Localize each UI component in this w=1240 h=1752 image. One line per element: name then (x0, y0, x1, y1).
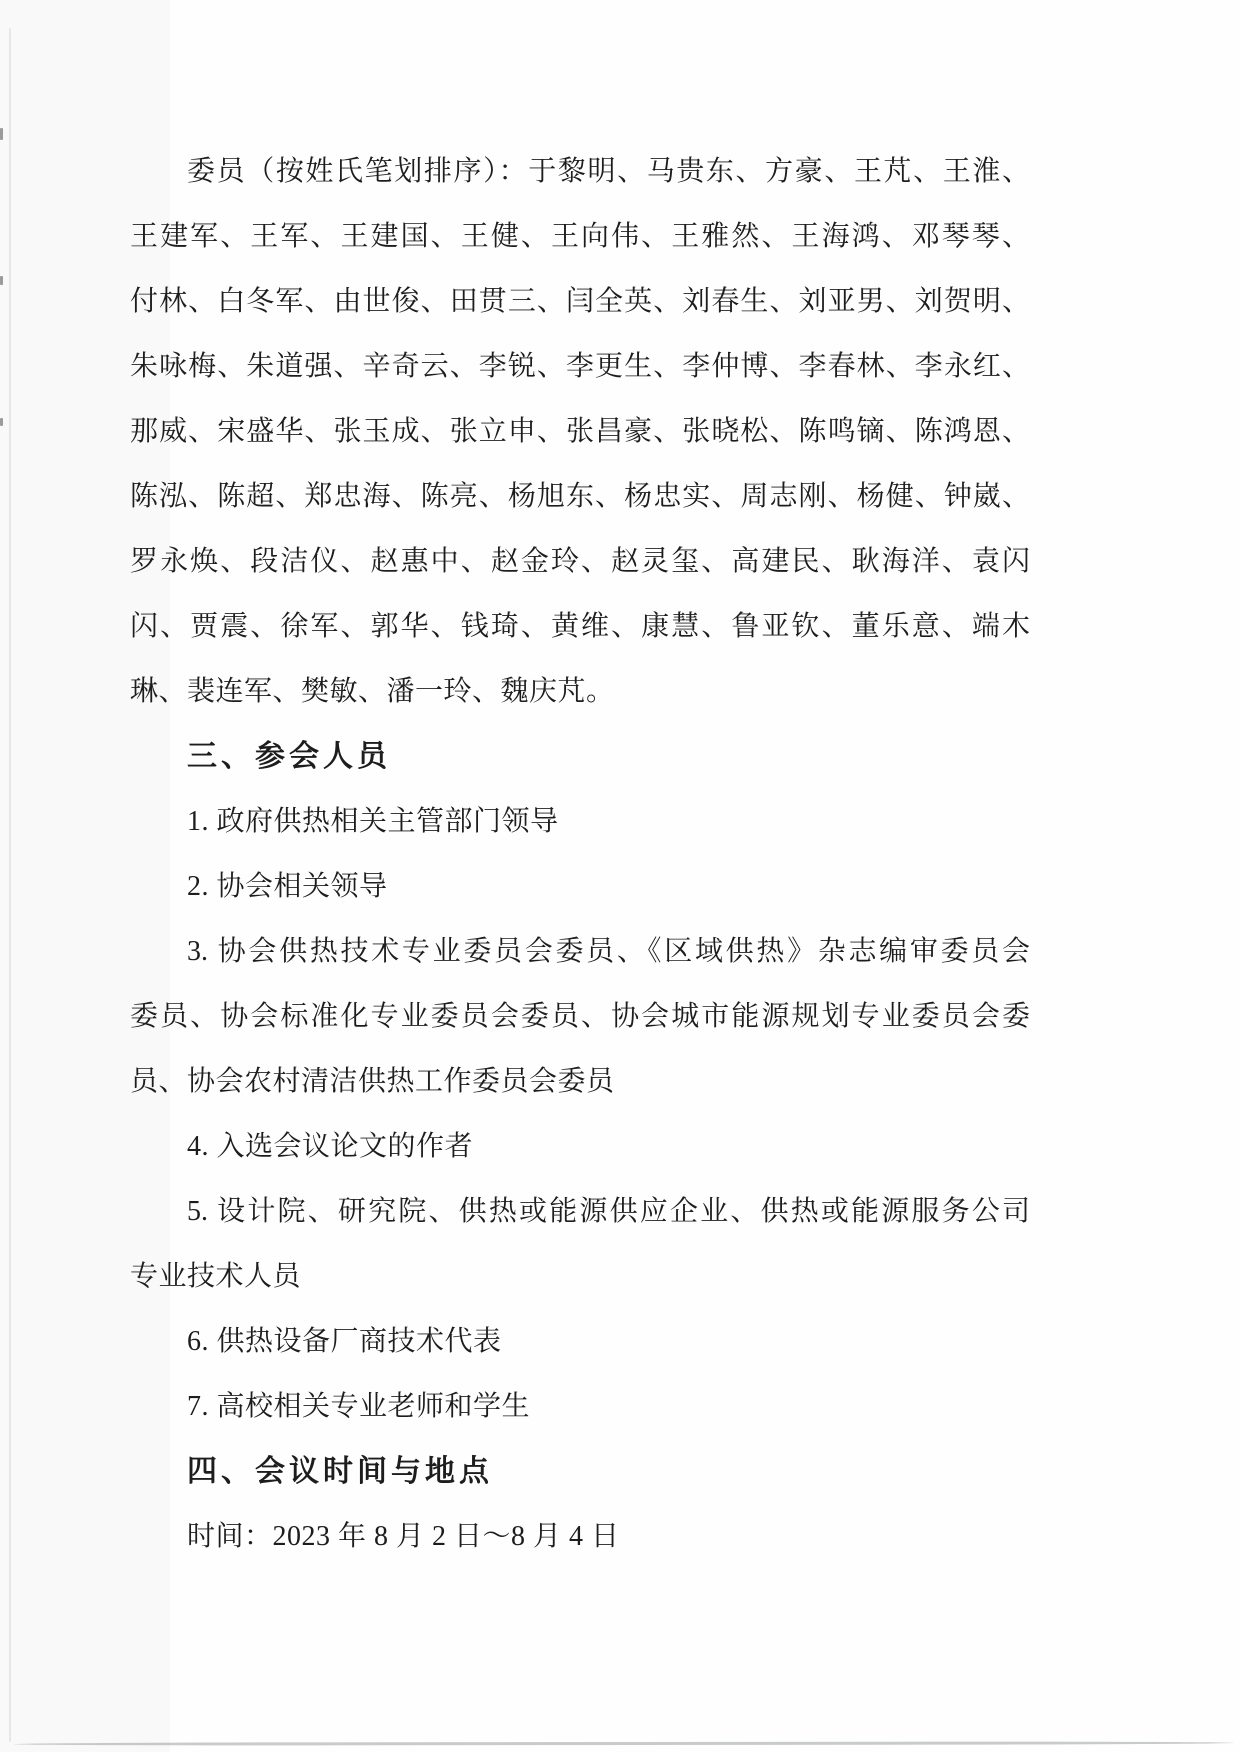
committee-list-line: 琳、裴连军、樊敏、潘一玲、魏庆芃。 (130, 676, 615, 707)
meeting-time-line: 时间：2023 年 8 月 2 日～8 月 4 日 (187, 1521, 620, 1552)
committee-list-line: 陈泓、陈超、郑忠海、陈亮、杨旭东、杨忠实、周志刚、杨健、钟崴、 (130, 481, 1030, 512)
committee-list-line: 委员（按姓氏笔划排序）：于黎明、马贵东、方豪、王芃、王淮、 (187, 156, 1030, 187)
scan-speck (0, 128, 3, 140)
page-edge-shadow-left (9, 28, 11, 1742)
scan-speck (0, 418, 3, 426)
list-item: 6. 供热设备厂商技术代表 (187, 1326, 502, 1357)
committee-list-line: 付林、白冬军、由世俊、田贯三、闫全英、刘春生、刘亚男、刘贺明、 (130, 286, 1030, 317)
list-item-continuation: 委员、协会标准化专业委员会委员、协会城市能源规划专业委员会委 (130, 1001, 1030, 1032)
document-body (130, 139, 1030, 1569)
list-item: 1. 政府供热相关主管部门领导 (187, 806, 559, 837)
committee-list-line: 罗永焕、段洁仪、赵惠中、赵金玲、赵灵玺、高建民、耿海洋、袁闪 (130, 546, 1030, 577)
list-item-continuation: 员、协会农村清洁供热工作委员会委员 (130, 1066, 615, 1097)
list-item: 2. 协会相关领导 (187, 871, 388, 902)
list-item: 5. 设计院、研究院、供热或能源供应企业、供热或能源服务公司 (187, 1196, 1030, 1227)
list-item-continuation: 专业技术人员 (130, 1261, 302, 1292)
page-edge-shadow-bottom (14, 1741, 1234, 1745)
committee-list-line: 那威、宋盛华、张玉成、张立申、张昌豪、张晓松、陈鸣镝、陈鸿恩、 (130, 416, 1030, 447)
list-item: 7. 高校相关专业老师和学生 (187, 1391, 531, 1422)
committee-list-line: 王建军、王军、王建国、王健、王向伟、王雅然、王海鸿、邓琴琴、 (130, 221, 1030, 252)
committee-list-line: 朱咏梅、朱道强、辛奇云、李锐、李更生、李仲博、李春林、李永红、 (130, 351, 1030, 382)
section-heading-participants: 三、参会人员 (187, 740, 391, 773)
list-item: 3. 协会供热技术专业委员会委员、《区域供热》杂志编审委员会 (187, 936, 1030, 967)
list-item: 4. 入选会议论文的作者 (187, 1131, 474, 1162)
scan-speck (0, 276, 3, 285)
committee-list-line: 闪、贾震、徐军、郭华、钱琦、黄维、康慧、鲁亚钦、董乐意、端木 (130, 611, 1030, 642)
section-heading-time-place: 四、会议时间与地点 (187, 1455, 493, 1488)
